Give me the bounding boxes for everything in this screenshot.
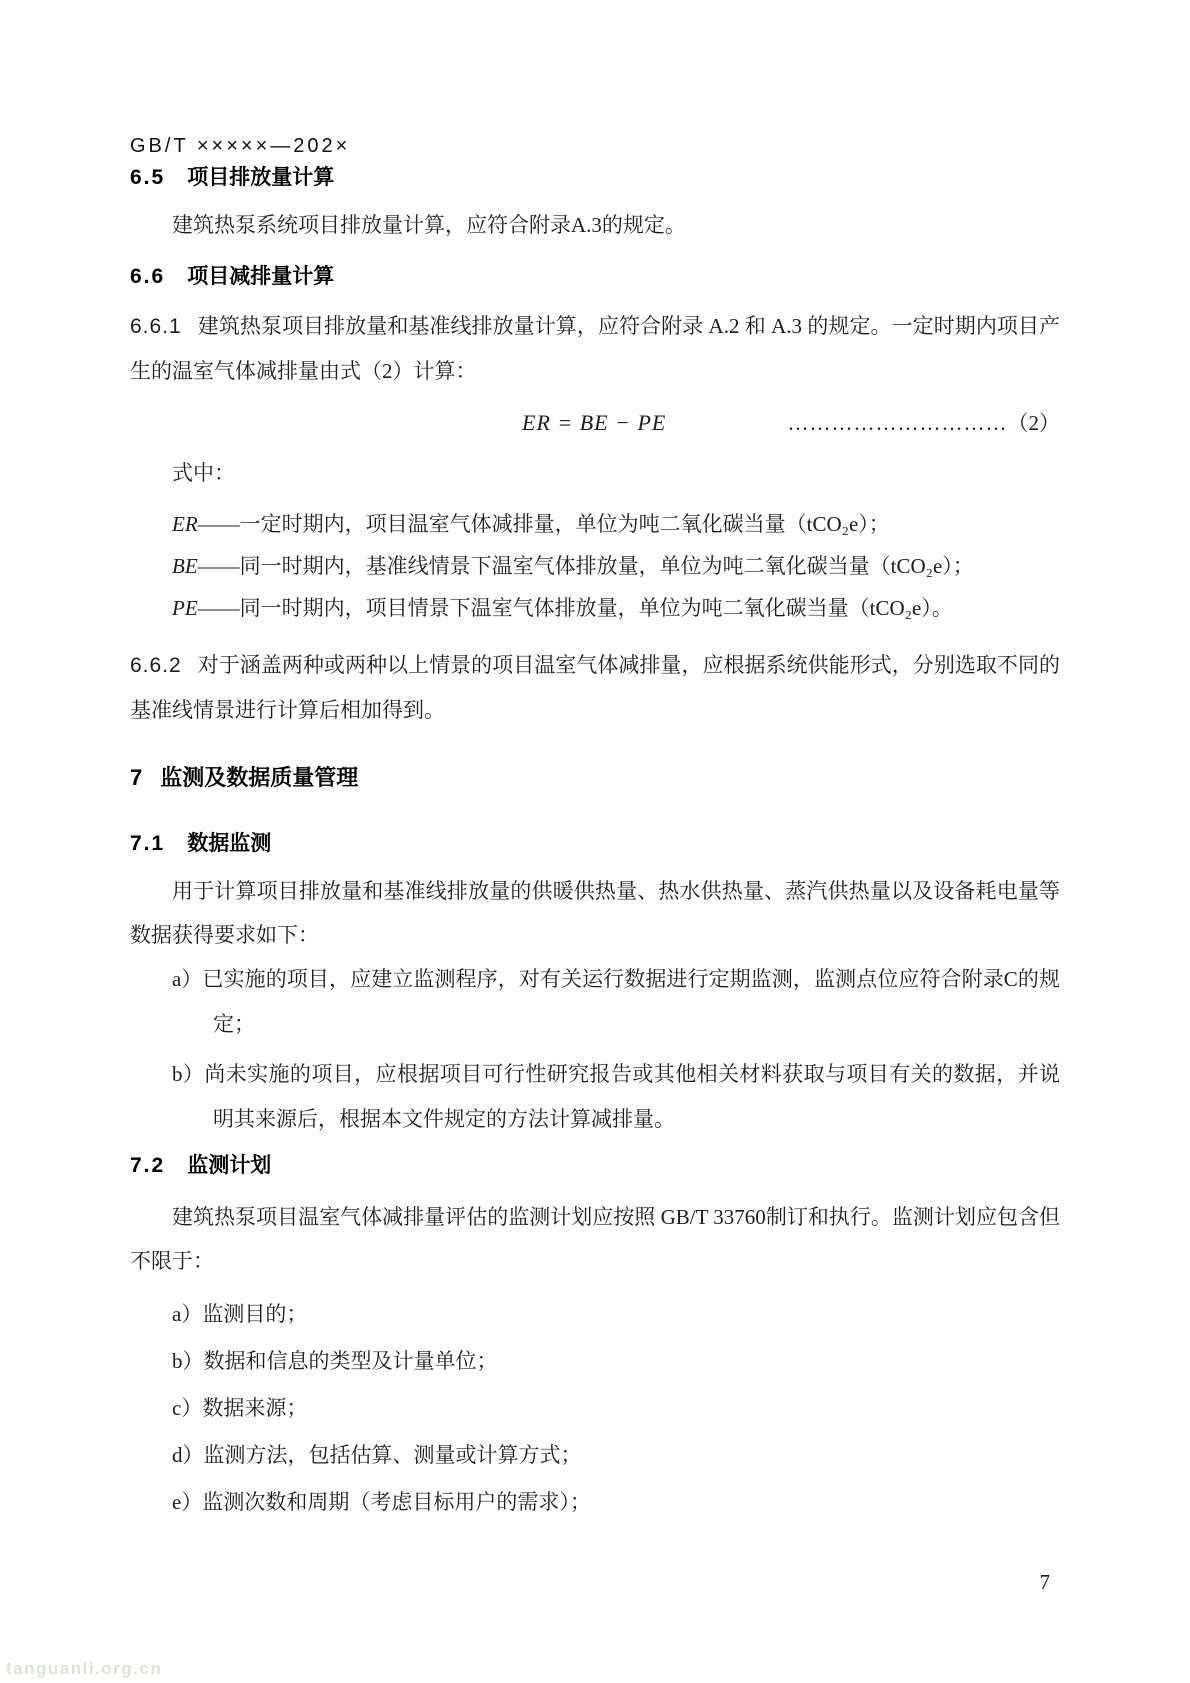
chapter-7-heading — [130, 764, 1060, 792]
section-6-6-heading — [130, 263, 1060, 290]
list-item-7-1-a — [130, 957, 1060, 1047]
section-6-5-heading — [130, 164, 1060, 191]
section-6-6-number: 6.6 — [130, 265, 166, 288]
symbol-definitions — [130, 503, 1060, 629]
clause-6-6-1 — [130, 304, 1060, 393]
list-7-1 — [130, 957, 1060, 1142]
definition-ER — [130, 503, 1060, 545]
list-item-7-2-a-text: 监测目的； — [202, 1302, 308, 1326]
definition-PE-text: ——同一时期内，项目情景下温室气体排放量，单位为吨二氧化碳当量（tCO₂e）。 — [197, 596, 953, 620]
list-item-7-1-a-label: a） — [172, 967, 203, 991]
clause-6-6-2 — [130, 643, 1060, 732]
definition-BE — [130, 545, 1060, 587]
list-item-7-2-c-text: 数据来源； — [202, 1396, 308, 1420]
definition-PE — [130, 587, 1060, 629]
list-item-7-2-b-label: b） — [172, 1349, 204, 1373]
symbol-PE: PE — [172, 596, 198, 620]
section-6-6-title: 项目减排量计算 — [187, 265, 335, 288]
para-7-2: 建筑热泵项目温室气体减排量评估的监测计划应按照 GB/T 33760制订和执行。监测计划应包含但不限于： — [130, 1205, 1060, 1273]
definition-ER-text: ——一定时期内，项目温室气体减排量，单位为吨二氧化碳当量（tCO₂e）； — [197, 512, 890, 536]
formula-leader — [788, 401, 1061, 445]
clause-6-6-2-number: 6.6.2 — [130, 654, 182, 677]
formula-number: （2） — [1007, 411, 1060, 435]
list-item-7-2-b — [130, 1338, 1060, 1385]
doc-number-header: GB/T ×××××—202× — [130, 135, 351, 157]
page-content — [130, 0, 1060, 1526]
section-6-5-number: 6.5 — [130, 166, 166, 189]
section-7-1-heading — [130, 830, 1060, 857]
formula-2-row — [130, 401, 1060, 445]
watermark: tanguanli.org.cn — [6, 1659, 163, 1678]
section-6-5-title: 项目排放量计算 — [187, 166, 335, 189]
section-7-1-title: 数据监测 — [187, 832, 272, 855]
clause-6-6-2-text: 对于涵盖两种或两种以上情景的项目温室气体减排量，应根据系统供能形式，分别选取不同的基准线情景进行计算后相加得到。 — [130, 653, 1060, 722]
where-label: 式中： — [172, 461, 235, 485]
formula-leader-dots: ………………………… — [787, 411, 1008, 435]
formula-expression: ER = BE − PE — [522, 410, 667, 435]
para-7-1: 用于计算项目排放量和基准线排放量的供暖供热量、热水供热量、蒸汽供热量以及设备耗电量等数据获得要求如下： — [130, 879, 1060, 947]
list-item-7-2-e-label: e） — [172, 1490, 203, 1514]
list-item-7-2-d-label: d） — [172, 1443, 204, 1467]
para-6-5: 建筑热泵系统项目排放量计算，应符合附录A.3的规定。 — [172, 213, 686, 237]
list-item-7-1-b-text: 尚未实施的项目，应根据项目可行性研究报告或其他相关材料获取与项目有关的数据，并说明其来源后，根据本文件规定的方法计算减排量。 — [204, 1062, 1061, 1131]
page-number: 7 — [1039, 1570, 1050, 1594]
list-item-7-2-a-label: a） — [172, 1302, 203, 1326]
list-item-7-2-e-text: 监测次数和周期（考虑目标用户的需求）； — [202, 1490, 591, 1514]
chapter-7-number: 7 — [130, 765, 143, 790]
list-item-7-1-b-label: b） — [172, 1062, 205, 1086]
section-7-2-title: 监测计划 — [187, 1154, 272, 1177]
clause-6-6-1-text: 建筑热泵项目排放量和基准线排放量计算，应符合附录 A.2 和 A.3 的规定。一定时期内项目产生的温室气体减排量由式（2）计算： — [130, 314, 1060, 383]
clause-6-6-1-number: 6.6.1 — [130, 315, 182, 338]
definition-BE-text: ——同一时期内，基准线情景下温室气体排放量，单位为吨二氧化碳当量（tCO₂e）； — [197, 554, 974, 578]
list-item-7-2-d-text: 监测方法，包括估算、测量或计算方式； — [203, 1443, 582, 1467]
section-7-1-number: 7.1 — [130, 832, 166, 855]
list-item-7-2-c — [130, 1385, 1060, 1432]
list-item-7-2-b-text: 数据和信息的类型及计量单位； — [203, 1349, 498, 1373]
list-item-7-2-e — [130, 1479, 1060, 1526]
list-item-7-2-d — [130, 1432, 1060, 1479]
section-7-2-number: 7.2 — [130, 1154, 166, 1177]
list-item-7-2-a — [130, 1291, 1060, 1338]
list-item-7-1-a-text: 已实施的项目，应建立监测程序，对有关运行数据进行定期监测，监测点位应符合附录C的规定； — [202, 967, 1060, 1036]
section-7-2-heading — [130, 1152, 1060, 1179]
symbol-ER: ER — [172, 512, 198, 536]
symbol-BE: BE — [172, 554, 198, 578]
list-item-7-1-b — [130, 1052, 1060, 1142]
chapter-7-title: 监测及数据质量管理 — [160, 765, 359, 790]
list-item-7-2-c-label: c） — [172, 1396, 203, 1420]
list-7-2 — [130, 1291, 1060, 1526]
